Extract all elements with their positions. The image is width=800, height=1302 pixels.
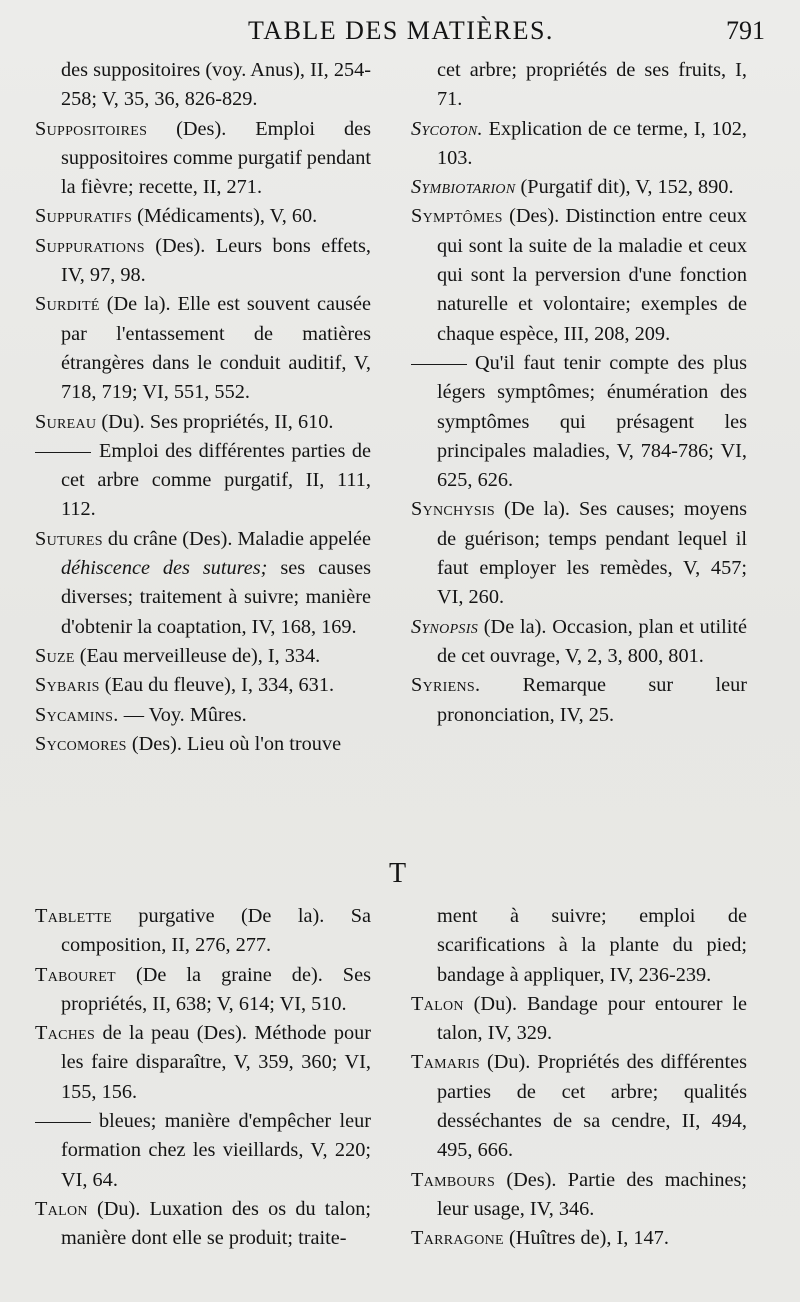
- index-entry: [411, 56, 747, 115]
- entry-term: Tarragone: [411, 1227, 504, 1250]
- index-entry: [411, 1048, 747, 1165]
- entry-text: — Voy. Mûres.: [118, 703, 247, 726]
- entry-text: (Des). Partie des machines; leur usage, IV, 346.: [437, 1168, 747, 1220]
- index-entry: [35, 961, 371, 1020]
- entry-term: Syriens.: [411, 674, 481, 697]
- index-entry: [411, 1166, 747, 1225]
- entry-term: Taches: [35, 1022, 96, 1045]
- entry-text: (De la). Ses causes; moyens de guérison; temps pendant lequel il faut employer les remèdes, V, 457; VI, 260.: [437, 498, 747, 609]
- index-entry: [411, 202, 747, 348]
- entry-term: Symbiotarion: [411, 176, 516, 199]
- entry-text: (Huîtres de), I, 147.: [503, 1227, 669, 1250]
- index-entry: [35, 1019, 371, 1107]
- entry-term: Tambours: [411, 1168, 496, 1191]
- running-head: [0, 12, 800, 52]
- repeat-dash: [35, 452, 91, 453]
- entry-term: Tablette: [35, 905, 112, 927]
- index-entry: [35, 701, 371, 730]
- entry-text: (De la). Elle est souvent causée par l'entassement de matières étrangères dans le conduit auditif, V, 718, 719; VI, 551, 552.: [61, 293, 371, 404]
- entry-text: (Des). Leurs bons effets, IV, 97, 98.: [61, 234, 371, 287]
- index-entry: [411, 115, 747, 174]
- index-entry: [35, 115, 371, 203]
- entry-text: Qu'il faut tenir compte des plus légers symptômes; énumération des symptômes qui présagent les principales maladies, V, 784-786; VI, 625, 626.: [437, 351, 747, 492]
- index-entry: [35, 202, 371, 231]
- entry-text: du crâne (Des). Maladie appelée: [102, 527, 371, 550]
- entry-term: Suppurations: [35, 234, 145, 257]
- index-subentry: [411, 349, 747, 495]
- entry-italic-text: déhiscence des sutures;: [61, 557, 268, 580]
- entry-text: (De la graine de). Ses propriétés, II, 638; V, 614; VI, 510.: [61, 963, 371, 1015]
- entry-term: Sycomores: [35, 732, 127, 755]
- index-entry: [35, 1195, 371, 1254]
- entry-term: Talon: [35, 1197, 88, 1220]
- entry-text: (Eau du fleuve), I, 334, 631.: [99, 674, 335, 697]
- running-head-title: TABLE DES MATIÈRES.: [248, 16, 554, 45]
- entry-term: Surdité: [35, 293, 100, 316]
- entry-text: ment à suivre; emploi de scarifications à la plante du pied; bandage à appliquer, IV, 236-239.: [437, 905, 747, 986]
- entry-term: Suppositoires: [35, 117, 148, 140]
- index-entry: [35, 290, 371, 407]
- index-entry: [35, 730, 371, 759]
- entry-term: Suppuratifs: [35, 205, 133, 228]
- index-entry: [411, 902, 747, 990]
- entry-text: Remarque sur leur prononciation, IV, 25.: [437, 674, 747, 726]
- entry-text: (Médicaments), V, 60.: [132, 205, 318, 228]
- index-entry: [35, 671, 371, 700]
- entry-text: (Purgatif dit), V, 152, 890.: [515, 176, 734, 199]
- index-entry: [411, 990, 747, 1049]
- repeat-dash: [411, 364, 467, 365]
- entry-text: Explication de ce terme, I, 102, 103.: [437, 117, 747, 169]
- entry-text: (Eau merveilleuse de), I, 334.: [74, 644, 321, 667]
- entry-text: ses causes diverses; traitement à suivre; manière d'obtenir la coaptation, IV, 168, 169.: [61, 557, 371, 638]
- index-entry: [411, 173, 747, 202]
- entry-text: (Des). Emploi des suppositoires comme purgatif pendant la fièvre; recette, II, 271.: [61, 117, 371, 199]
- entry-text: (Du). Bandage pour entourer le talon, IV, 329.: [437, 992, 747, 1045]
- index-entry: [35, 902, 371, 961]
- repeat-dash: [35, 1122, 91, 1123]
- entry-term: Sycamins.: [35, 703, 119, 726]
- index-entry: [35, 642, 371, 671]
- index-entry: [411, 1224, 747, 1253]
- entry-text: (Des). Distinction entre ceux qui sont la suite de la maladie et ceux qui sont la perversion d'une fonction naturelle et volontaire; exemples de chaque espèce, III, 208, 209.: [437, 205, 747, 345]
- entry-text: (Du). Propriétés des différentes parties de cet arbre; qualités desséchantes de sa cendre, II, 494, 495, 666.: [437, 1051, 747, 1162]
- entry-text: (De la). Occasion, plan et utilité de cet ouvrage, V, 2, 3, 800, 801.: [437, 615, 747, 667]
- index-column-bottom-left: [35, 902, 371, 1254]
- index-column-bottom-right: [411, 902, 747, 1254]
- entry-term: Sycoton.: [411, 117, 483, 140]
- index-entry: [411, 613, 747, 672]
- entry-term: Tamaris: [411, 1051, 480, 1074]
- index-entry: [411, 495, 747, 612]
- entry-term: Sybaris: [35, 674, 100, 697]
- index-entry: [35, 408, 371, 437]
- entry-text: (Du). Ses propriétés, II, 610.: [96, 410, 334, 433]
- entry-text: Emploi des différentes parties de cet arbre comme purgatif, II, 111, 112.: [61, 439, 371, 521]
- entry-text: des suppositoires (voy. Anus), II, 254-258; V, 35, 36, 826-829.: [61, 59, 371, 111]
- section-letter-heading: T: [389, 858, 407, 889]
- index-subentry: [35, 1107, 371, 1195]
- index-entry: [35, 56, 371, 115]
- entry-text: de la peau (Des). Méthode pour les faire disparaître, V, 359, 360; VI, 155, 156.: [61, 1022, 371, 1103]
- entry-text: bleues; manière d'empêcher leur formation chez les vieillards, V, 220; VI, 64.: [61, 1110, 371, 1191]
- entry-term: Sutures: [35, 527, 103, 550]
- index-entry: [411, 671, 747, 730]
- entry-term: Tabouret: [35, 963, 116, 986]
- entry-term: Synopsis: [411, 615, 478, 638]
- index-column-top-right: [411, 56, 747, 730]
- entry-term: Talon: [411, 992, 464, 1015]
- entry-term: Suze: [35, 644, 75, 667]
- entry-text: cet arbre; propriétés de ses fruits, I, 71.: [437, 59, 747, 111]
- entry-term: Sureau: [35, 410, 97, 433]
- entry-term: Symptômes: [411, 205, 503, 228]
- entry-text: (Du). Luxation des os du talon; manière dont elle se produit; traite-: [61, 1197, 371, 1250]
- index-column-top-left: [35, 56, 371, 759]
- entry-term: Synchysis: [411, 498, 495, 521]
- page-number: 791: [726, 16, 765, 45]
- index-subentry: [35, 437, 371, 525]
- index-entry: [35, 232, 371, 291]
- entry-text: (Des). Lieu où l'on trouve: [126, 732, 342, 755]
- index-entry: [35, 525, 371, 642]
- entry-text: purgative (De la). Sa composition, II, 276, 277.: [61, 905, 371, 957]
